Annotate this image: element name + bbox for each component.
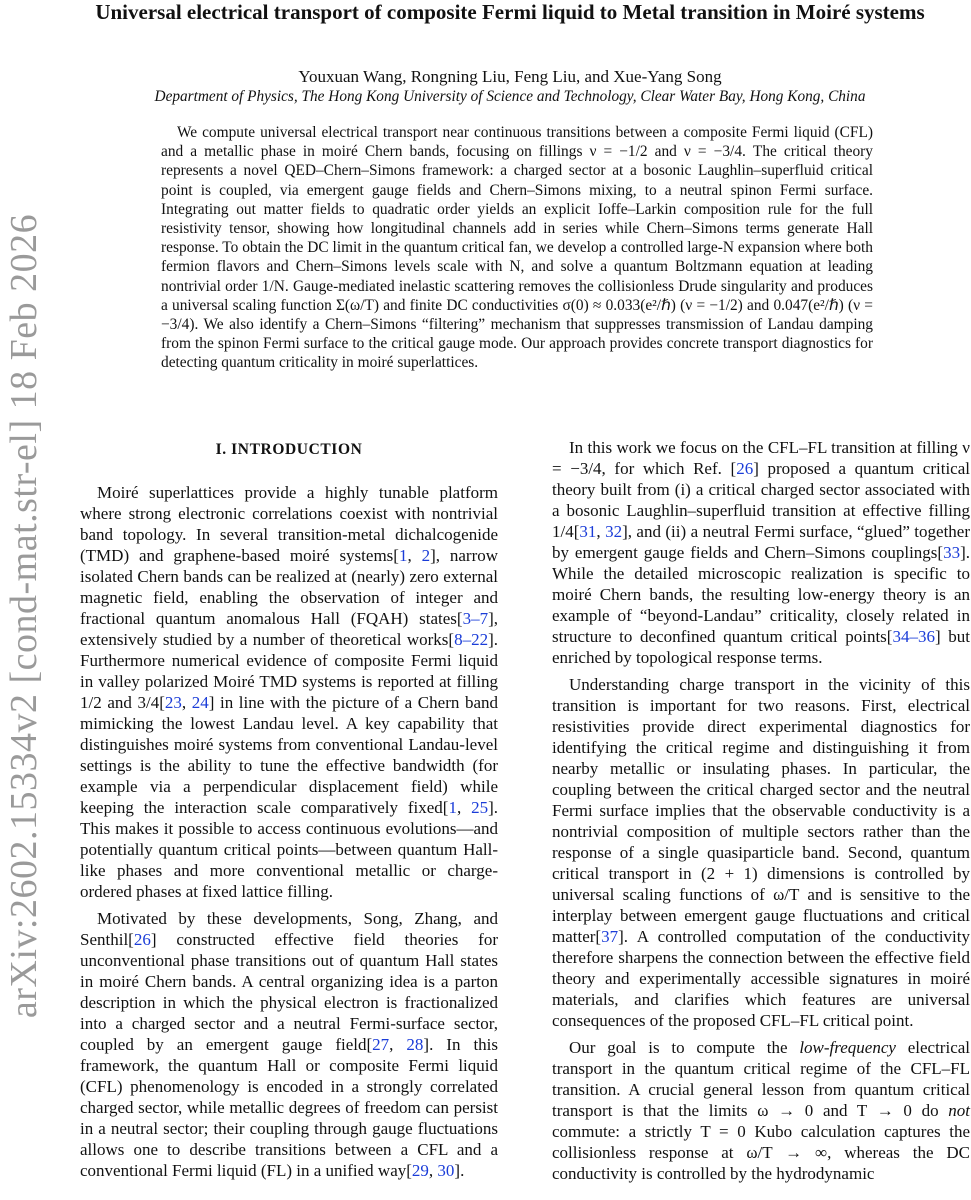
citation-link[interactable]: 25 (471, 798, 489, 817)
emphasis: not (948, 1101, 970, 1120)
paragraph: In this work we focus on the CFL–FL transition at filling ν = −3/4, for which Ref. [26] proposed a quantum critical theory built from (i) a critical charged sector associated with a bosonic Laughlin–superfluid transition at effective filling 1/4[31, 32], and (ii) a neutral Fermi surface, “glued” together by emergent gauge fields and Chern–Simons couplings[33]. While the detailed microscopic realization is specific to moiré Chern bands, the resulting low-energy theory is an example of “beyond-Landau” criticality, closely related in structure to deconfined quantum critical points[34–36] but enriched by topological response terms. (552, 438, 971, 667)
abstract: We compute universal electrical transport near continuous transitions between a composite Fermi liquid (CFL) and a metallic phase in moiré Chern bands, focusing on fillings ν = −1/2 and ν = −3/4. The critical theory represents a novel QED–Chern–Simons framework: a charged sector at a bosonic Laughlin–superfluid critical point is coupled, via emergent gauge fields and Chern–Simons mixing, to a neutral spinon Fermi surface. Integrating out matter fields to quadratic order yields an explicit Ioffe–Larkin composition rule for the full resistivity tensor, showing how longitudinal channels add in series while Chern–Simons terms generate Hall response. To obtain the DC limit in the quantum critical fan, we develop a controlled large-N expansion where both fermion flavors and Chern–Simons levels scale with N, and solve a quantum Boltzmann equation at leading nontrivial order 1/N. Gauge-mediated inelastic scattering removes the collisionless Drude singularity and produces a universal scaling function Σ(ω/T) and finite DC conductivities σ(0) ≈ 0.033(e²/ℏ) (ν = −1/2) and 0.047(e²/ℏ) (ν = −3/4). We also identify a Chern–Simons “filtering” mechanism that suppresses transmission of Landau damping from the spinon Fermi surface to the critical gauge mode. Our approach provides concrete transport diagnostics for detecting quantum criticality in moiré superlattices. (161, 124, 873, 372)
paragraph: Motivated by these developments, Song, Zhang, and Senthil[26] constructed effective field theories for unconventional phase transitions out of quantum Hall states in moiré Chern bands. A central organizing idea is a parton description in which the physical electron is fractionalized into a charged sector and a neutral Fermi-surface sector, coupled by an emergent gauge field[27, 28]. In this framework, the quantum Hall or composite Fermi liquid (CFL) phenomenology is encoded in a strongly correlated charged sector, while metallic degrees of freedom can persist in a neutral sector; their coupling through gauge fluctuations allows one to describe transitions between a CFL and a conventional Fermi liquid (FL) in a unified way[29, 30]. (80, 909, 499, 1180)
citation-link[interactable]: 26 (133, 930, 151, 949)
citation-link[interactable]: 30 (437, 1161, 455, 1180)
arxiv-sidebar (2, 213, 46, 1019)
citation-link[interactable]: 1 (448, 798, 457, 817)
citation-link[interactable]: 31 (579, 522, 597, 541)
citation-link[interactable]: 29 (411, 1161, 429, 1180)
emphasis: low-frequency (799, 1038, 896, 1057)
citation-link[interactable]: 3–7 (462, 609, 489, 628)
paragraph: Our goal is to compute the low-frequency electrical transport in the quantum critical regime of the CFL–FL transition. A crucial general lesson from quantum critical transport is that the limits ω → 0 and T → 0 do not commute: a strictly T = 0 Kubo calculation captures the collisionless response at ω/T → ∞, whereas the DC conductivity is controlled by the hydrodynamic (552, 1038, 971, 1183)
citation-link[interactable]: 8–22 (454, 630, 489, 649)
paragraph: Moiré superlattices provide a highly tunable platform where strong electronic correlations coexist with nontrivial band topology. In several transition-metal dichalcogenide (TMD) and graphene-based moiré systems[1, 2], narrow isolated Chern bands can be realized at (nearly) zero external magnetic field, enabling the observation of integer and fractional quantum anomalous Hall (FQAH) states[3–7], extensively studied by a number of theoretical works[8–22]. Furthermore numerical evidence of composite Fermi liquid in valley polarized Moiré TMD systems is reported at filling 1/2 and 3/4[23, 24] in line with the picture of a Chern band mimicking the lowest Landau level. A key capability that distinguishes moiré systems from conventional Landau-level settings is the ability to tune the effective bandwidth (for example via a perpendicular displacement field) while keeping the interaction scale comparatively fixed[1, 25]. This makes it possible to access continuous evolutions—and potentially quantum critical points—between quantum Hall-like phases and more conventional metallic or charge-ordered phases at fixed lattice filling. (80, 483, 499, 901)
affiliation: Department of Physics, The Hong Kong University of Science and Technology, Clear Water Bay, Hong Kong, China (154, 88, 866, 105)
citation-link[interactable]: 27 (372, 1035, 390, 1054)
section-heading-introduction: I. INTRODUCTION (215, 441, 363, 458)
author-list: Youxuan Wang, Rongning Liu, Feng Liu, and Xue-Yang Song (298, 67, 722, 86)
paragraph: Understanding charge transport in the vicinity of this transition is important for two reasons. First, electrical resistivities provide direct experimental diagnostics for identifying the critical regime and distinguishing it from nearby metallic or insulating phases. In particular, the coupling between the critical charged sector and the neutral Fermi surface implies that the observable conductivity is a nontrivial composition of multiple sectors rather than the response of a single quasiparticle band. Second, quantum critical transport in (2 + 1) dimensions is controlled by universal scaling functions of ω/T and is sensitive to the interplay between emergent gauge fluctuations and critical matter[37]. A controlled computation of the conductivity therefore sharpens the connection between the effective field theory and experimentally accessible signatures in moiré materials, and clarifies which features are universal consequences of the proposed CFL–FL critical point. (552, 675, 970, 1030)
citation-link[interactable]: 23 (164, 693, 182, 712)
citation-link[interactable]: 2 (421, 546, 431, 565)
right-column (552, 437, 970, 1190)
arxiv-identifier: arXiv:2602.15334v2 [cond-mat.str-el] 18 Feb 2026 (3, 213, 45, 1019)
citation-link[interactable]: 26 (736, 459, 754, 478)
citation-link[interactable]: 24 (191, 693, 209, 712)
citation-link[interactable]: 1 (398, 546, 408, 565)
paper-title: Universal electrical transport of composite Fermi liquid to Metal transition in Moiré systems (95, 0, 925, 24)
citation-link[interactable]: 37 (601, 927, 619, 946)
citation-link[interactable]: 34–36 (892, 627, 935, 646)
left-column (80, 437, 498, 1187)
citation-link[interactable]: 28 (406, 1035, 424, 1054)
citation-link[interactable]: 33 (943, 543, 961, 562)
citation-link[interactable]: 32 (605, 522, 623, 541)
